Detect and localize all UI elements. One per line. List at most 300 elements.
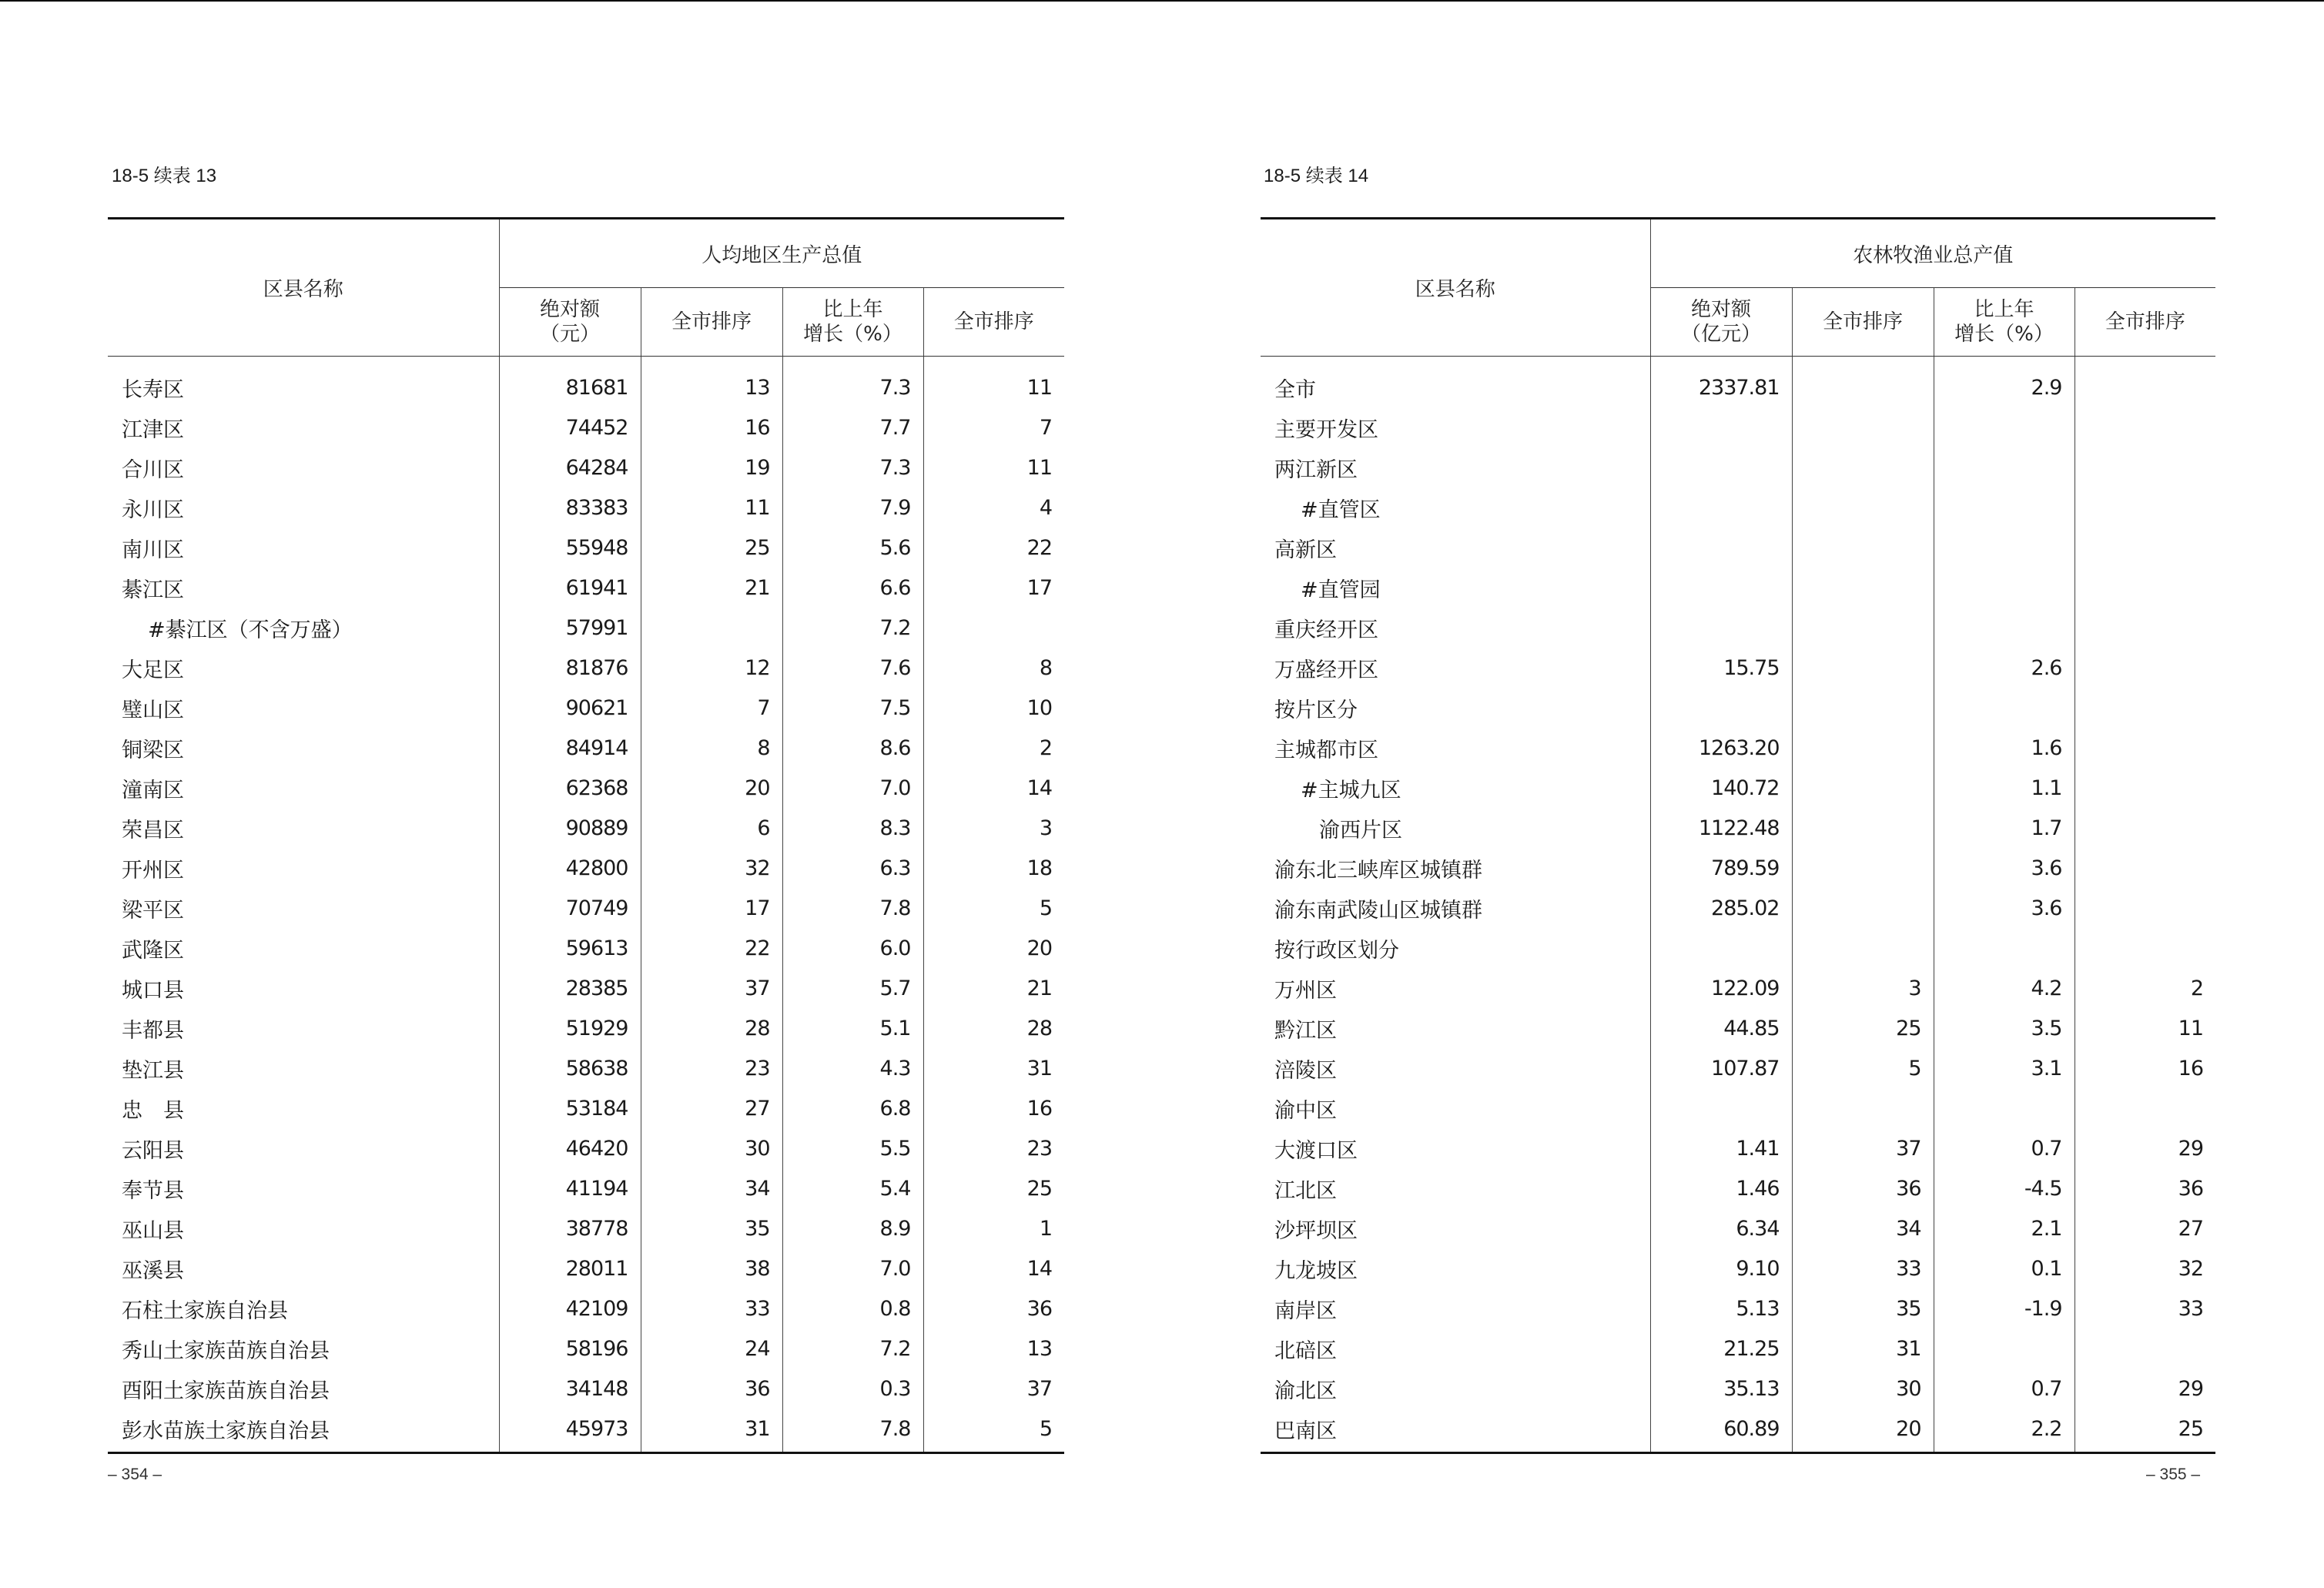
district-name-cell: 秀山土家族苗族自治县 [122, 1338, 330, 1363]
district-name-cell: 渝北区 [1274, 1379, 1337, 1403]
rank-cell [1792, 487, 1934, 528]
district-name-cell: 云阳县 [122, 1138, 184, 1163]
table-row [1261, 1088, 2215, 1128]
absolute-value-cell: 83383 [499, 487, 641, 528]
rank-cell [1792, 888, 1934, 928]
absolute-value-cell: 28385 [499, 968, 641, 1008]
growth-cell [1934, 407, 2075, 447]
growth-rank-cell: 32 [2075, 1248, 2215, 1288]
rank-cell: 37 [1792, 1128, 1934, 1168]
district-name-cell: 重庆经开区 [1274, 618, 1378, 642]
growth-cell: -4.5 [1934, 1168, 2075, 1208]
district-name-cell: 丰都县 [122, 1018, 184, 1043]
growth-cell: 7.7 [782, 407, 923, 447]
absolute-value-cell: 5.13 [1650, 1288, 1792, 1328]
growth-rank-cell: 11 [923, 447, 1064, 487]
table-row [108, 357, 1064, 408]
page-number: – 354 – [108, 1466, 162, 1483]
absolute-value-cell: 84914 [499, 728, 641, 768]
rank-cell [1792, 528, 1934, 568]
table-row [108, 1369, 1064, 1409]
growth-cell: 1.7 [1934, 808, 2075, 848]
growth-rank-cell: 11 [2075, 1008, 2215, 1048]
rank-cell [1792, 768, 1934, 808]
growth-cell: 3.6 [1934, 848, 2075, 888]
growth-cell: 7.8 [782, 1409, 923, 1453]
growth-cell: 3.1 [1934, 1048, 2075, 1088]
rank-cell: 7 [641, 688, 782, 728]
rank-cell: 28 [641, 1008, 782, 1048]
growth-rank-cell: 8 [923, 648, 1064, 688]
growth-rank-cell: 10 [923, 688, 1064, 728]
district-name-cell: 渝东北三峡库区城镇群 [1274, 858, 1482, 883]
absolute-value-cell: 1122.48 [1650, 808, 1792, 848]
growth-rank-cell: 3 [923, 808, 1064, 848]
table-row [1261, 487, 2215, 528]
absolute-value-cell: 61941 [499, 568, 641, 608]
table-row [1261, 1248, 2215, 1288]
district-name-cell: 城口县 [122, 978, 184, 1003]
table-row [108, 1128, 1064, 1168]
district-name-cell: 大足区 [122, 658, 184, 682]
table-row [1261, 1288, 2215, 1328]
district-name-cell: 高新区 [1274, 538, 1337, 562]
absolute-value-cell: 51929 [499, 1008, 641, 1048]
table-row [1261, 728, 2215, 768]
growth-rank-cell: 36 [2075, 1168, 2215, 1208]
growth-rank-cell: 5 [923, 1409, 1064, 1453]
rank-cell [1792, 608, 1934, 648]
rank-cell: 5 [1792, 1048, 1934, 1088]
growth-cell: 7.3 [782, 447, 923, 487]
rank-cell: 13 [641, 357, 782, 408]
table-title: 18-5 续表 14 [1264, 166, 1369, 186]
header-group: 人均地区生产总值 [499, 219, 1064, 288]
table-row [108, 808, 1064, 848]
district-name-cell: 彭水苗族土家族自治县 [108, 1409, 499, 1453]
district-name-cell: 渝中区 [1274, 1098, 1337, 1123]
growth-cell: 7.2 [782, 608, 923, 648]
header-absolute: 绝对额 （元） [499, 288, 641, 357]
absolute-value-cell: 70749 [499, 888, 641, 928]
growth-rank-cell: 16 [923, 1088, 1064, 1128]
district-name-cell: 涪陵区 [1274, 1058, 1337, 1083]
growth-cell: 4.3 [782, 1048, 923, 1088]
rank-cell: 25 [641, 528, 782, 568]
rank-cell: 12 [641, 648, 782, 688]
growth-cell: 7.6 [782, 648, 923, 688]
growth-rank-cell: 2 [923, 728, 1064, 768]
growth-rank-cell: 29 [2075, 1369, 2215, 1409]
growth-cell: 7.3 [782, 357, 923, 408]
district-name-cell: #綦江区（不含万盛） [148, 618, 353, 642]
table-row [1261, 1328, 2215, 1369]
table-row [108, 568, 1064, 608]
table-row [108, 407, 1064, 447]
growth-rank-cell: 5 [923, 888, 1064, 928]
growth-rank-cell [2075, 1328, 2215, 1369]
table-row [108, 1248, 1064, 1288]
rank-cell: 34 [1792, 1208, 1934, 1248]
right-page [1162, 0, 2324, 1588]
growth-rank-cell: 37 [923, 1369, 1064, 1409]
absolute-value-cell: 41194 [499, 1168, 641, 1208]
growth-cell: 0.8 [782, 1288, 923, 1328]
header-rank: 全市排序 [641, 288, 782, 357]
growth-rank-cell [2075, 528, 2215, 568]
district-name-cell: 梁平区 [122, 898, 184, 923]
header-growth-rank: 全市排序 [2075, 288, 2215, 357]
growth-cell: 7.8 [782, 888, 923, 928]
growth-cell: 0.7 [1934, 1369, 2075, 1409]
table-body [1261, 357, 2215, 1453]
rank-cell [1792, 447, 1934, 487]
absolute-value-cell: 90621 [499, 688, 641, 728]
table-row [1261, 407, 2215, 447]
rank-cell: 33 [1792, 1248, 1934, 1288]
growth-rank-cell [2075, 608, 2215, 648]
district-name-cell: 主要开发区 [1274, 417, 1378, 442]
table-row [1261, 648, 2215, 688]
rank-cell [1792, 848, 1934, 888]
growth-rank-cell [2075, 728, 2215, 768]
growth-rank-cell: 33 [2075, 1288, 2215, 1328]
growth-cell: 2.2 [1934, 1409, 2075, 1453]
table-row [108, 1328, 1064, 1369]
table-row [1261, 1409, 2215, 1453]
growth-rank-cell [923, 608, 1064, 648]
header-rank: 全市排序 [1792, 288, 1934, 357]
growth-cell: 8.9 [782, 1208, 923, 1248]
rank-cell: 16 [641, 407, 782, 447]
absolute-value-cell: 107.87 [1650, 1048, 1792, 1088]
district-name-cell: 酉阳土家族苗族自治县 [122, 1379, 330, 1403]
absolute-value-cell: 74452 [499, 407, 641, 447]
rank-cell: 27 [641, 1088, 782, 1128]
district-name-cell: 万盛经开区 [1274, 658, 1378, 682]
district-name-cell: 巫溪县 [122, 1258, 184, 1283]
rank-cell: 21 [641, 568, 782, 608]
growth-rank-cell [2075, 848, 2215, 888]
district-name-cell: 渝西片区 [1319, 818, 1402, 843]
district-name-cell: 璧山区 [122, 698, 184, 722]
growth-rank-cell: 7 [923, 407, 1064, 447]
district-name-cell: 巫山县 [122, 1218, 184, 1243]
absolute-value-cell [1650, 487, 1792, 528]
header-growth-rank: 全市排序 [923, 288, 1064, 357]
table-row [108, 848, 1064, 888]
rank-cell [1792, 928, 1934, 968]
growth-rank-cell: 2 [2075, 968, 2215, 1008]
growth-cell [1934, 487, 2075, 528]
table-row [108, 1168, 1064, 1208]
absolute-value-cell: 45973 [499, 1409, 641, 1453]
absolute-value-cell [1650, 528, 1792, 568]
growth-cell: 1.1 [1934, 768, 2075, 808]
header-growth: 比上年 增长（%） [782, 288, 923, 357]
district-name-cell: 铜梁区 [122, 738, 184, 762]
growth-cell: 7.9 [782, 487, 923, 528]
rank-cell: 32 [641, 848, 782, 888]
district-name-cell: 两江新区 [1274, 457, 1358, 482]
absolute-value-cell [1650, 447, 1792, 487]
rank-cell [1792, 688, 1934, 728]
absolute-value-cell: 46420 [499, 1128, 641, 1168]
header-district-name: 区县名称 [108, 219, 499, 357]
table-row [108, 447, 1064, 487]
absolute-value-cell [1650, 688, 1792, 728]
growth-rank-cell: 16 [2075, 1048, 2215, 1088]
district-name-cell: 垫江县 [122, 1058, 184, 1083]
growth-rank-cell [2075, 888, 2215, 928]
growth-rank-cell: 28 [923, 1008, 1064, 1048]
growth-cell [1934, 528, 2075, 568]
growth-cell [1934, 1328, 2075, 1369]
rank-cell: 35 [1792, 1288, 1934, 1328]
rank-cell: 36 [1792, 1168, 1934, 1208]
table-row [1261, 1208, 2215, 1248]
absolute-value-cell [1650, 608, 1792, 648]
growth-rank-cell: 20 [923, 928, 1064, 968]
rank-cell [641, 608, 782, 648]
rank-cell: 25 [1792, 1008, 1934, 1048]
growth-cell: 6.8 [782, 1088, 923, 1128]
absolute-value-cell: 1.41 [1650, 1128, 1792, 1168]
growth-cell: 0.3 [782, 1369, 923, 1409]
growth-cell: 5.7 [782, 968, 923, 1008]
district-name-cell: 武隆区 [122, 938, 184, 963]
growth-rank-cell [2075, 447, 2215, 487]
table-row [108, 768, 1064, 808]
rank-cell: 3 [1792, 968, 1934, 1008]
district-name-cell: 潼南区 [122, 778, 184, 802]
growth-cell: 7.2 [782, 1328, 923, 1369]
absolute-value-cell: 58196 [499, 1328, 641, 1369]
growth-cell: 7.0 [782, 768, 923, 808]
absolute-value-cell: 122.09 [1650, 968, 1792, 1008]
growth-rank-cell: 36 [923, 1288, 1064, 1328]
absolute-value-cell: 90889 [499, 808, 641, 848]
absolute-value-cell: 35.13 [1650, 1369, 1792, 1409]
absolute-value-cell: 21.25 [1650, 1328, 1792, 1369]
growth-cell: 7.0 [782, 1248, 923, 1288]
rank-cell: 17 [641, 888, 782, 928]
rank-cell: 20 [641, 768, 782, 808]
growth-cell [1934, 568, 2075, 608]
district-name-cell: 长寿区 [122, 377, 184, 402]
growth-cell: 6.6 [782, 568, 923, 608]
rank-cell [1792, 1088, 1934, 1128]
rank-cell: 6 [641, 808, 782, 848]
absolute-value-cell: 62368 [499, 768, 641, 808]
absolute-value-cell [1650, 407, 1792, 447]
growth-rank-cell: 11 [923, 357, 1064, 408]
absolute-value-cell: 60.89 [1650, 1409, 1792, 1453]
district-name-cell: 石柱土家族自治县 [122, 1298, 288, 1323]
rank-cell: 31 [1792, 1328, 1934, 1369]
header-absolute: 绝对额 （亿元） [1650, 288, 1792, 357]
rank-cell: 35 [641, 1208, 782, 1248]
rank-cell: 33 [641, 1288, 782, 1328]
table-row [108, 688, 1064, 728]
growth-cell: 1.6 [1934, 728, 2075, 768]
growth-rank-cell: 1 [923, 1208, 1064, 1248]
growth-cell: 2.6 [1934, 648, 2075, 688]
rank-cell: 36 [641, 1369, 782, 1409]
table-row [108, 1288, 1064, 1328]
table-row [108, 1008, 1064, 1048]
table-row [108, 728, 1064, 768]
growth-cell: 6.3 [782, 848, 923, 888]
table-row [108, 1088, 1064, 1128]
growth-rank-cell [2075, 688, 2215, 728]
growth-cell: 6.0 [782, 928, 923, 968]
absolute-value-cell: 28011 [499, 1248, 641, 1288]
table-title: 18-5 续表 13 [112, 166, 217, 186]
growth-cell: 7.5 [782, 688, 923, 728]
table-row [1261, 1168, 2215, 1208]
absolute-value-cell: 58638 [499, 1048, 641, 1088]
table-row [108, 608, 1064, 648]
growth-rank-cell: 4 [923, 487, 1064, 528]
table-row [1261, 848, 2215, 888]
absolute-value-cell: 81681 [499, 357, 641, 408]
rank-cell: 38 [641, 1248, 782, 1288]
table-row [108, 528, 1064, 568]
district-name-cell: 大渡口区 [1274, 1138, 1358, 1163]
rank-cell: 34 [641, 1168, 782, 1208]
growth-rank-cell: 25 [923, 1168, 1064, 1208]
rank-cell: 20 [1792, 1409, 1934, 1453]
absolute-value-cell: 34148 [499, 1369, 641, 1409]
table-row [1261, 1048, 2215, 1088]
absolute-value-cell: 1.46 [1650, 1168, 1792, 1208]
growth-cell: 5.1 [782, 1008, 923, 1048]
table-row [1261, 768, 2215, 808]
growth-cell: 5.5 [782, 1128, 923, 1168]
growth-cell: 5.6 [782, 528, 923, 568]
growth-rank-cell: 31 [923, 1048, 1064, 1088]
growth-cell: 2.1 [1934, 1208, 2075, 1248]
table-row [1261, 968, 2215, 1008]
district-name-cell: 奉节县 [122, 1178, 184, 1203]
table-row [108, 1208, 1064, 1248]
growth-cell: 5.4 [782, 1168, 923, 1208]
absolute-value-cell: 2337.81 [1650, 357, 1792, 408]
data-table [108, 217, 1064, 1454]
absolute-value-cell: 55948 [499, 528, 641, 568]
growth-rank-cell: 29 [2075, 1128, 2215, 1168]
growth-cell: 4.2 [1934, 968, 2075, 1008]
growth-rank-cell: 14 [923, 1248, 1064, 1288]
table-row [1261, 608, 2215, 648]
header-district-name: 区县名称 [1261, 219, 1650, 357]
rank-cell: 37 [641, 968, 782, 1008]
table-row [1261, 528, 2215, 568]
growth-cell [1934, 688, 2075, 728]
absolute-value-cell [1650, 1088, 1792, 1128]
absolute-value-cell: 42109 [499, 1288, 641, 1328]
table-row [108, 888, 1064, 928]
district-name-cell: 黔江区 [1274, 1018, 1337, 1043]
growth-rank-cell [2075, 357, 2215, 408]
district-name-cell: 北碚区 [1274, 1338, 1337, 1363]
growth-rank-cell: 14 [923, 768, 1064, 808]
table-row [1261, 1008, 2215, 1048]
growth-cell [1934, 608, 2075, 648]
table-row [1261, 1369, 2215, 1409]
growth-rank-cell [2075, 407, 2215, 447]
district-name-cell: 开州区 [122, 858, 184, 883]
growth-cell: 3.6 [1934, 888, 2075, 928]
district-name-cell: 按片区分 [1274, 698, 1358, 722]
growth-rank-cell: 27 [2075, 1208, 2215, 1248]
growth-cell: 0.1 [1934, 1248, 2075, 1288]
district-name-cell: #直管区 [1301, 498, 1381, 522]
rank-cell [1792, 357, 1934, 408]
district-name-cell: 南川区 [122, 538, 184, 562]
growth-cell: 8.6 [782, 728, 923, 768]
growth-rank-cell [2075, 648, 2215, 688]
growth-rank-cell: 18 [923, 848, 1064, 888]
growth-rank-cell [2075, 808, 2215, 848]
growth-cell: -1.9 [1934, 1288, 2075, 1328]
growth-rank-cell [2075, 1088, 2215, 1128]
growth-rank-cell: 21 [923, 968, 1064, 1008]
table-row [1261, 1128, 2215, 1168]
rank-cell: 22 [641, 928, 782, 968]
growth-cell: 8.3 [782, 808, 923, 848]
absolute-value-cell: 140.72 [1650, 768, 1792, 808]
growth-cell [1934, 928, 2075, 968]
rank-cell: 19 [641, 447, 782, 487]
table-row [1261, 568, 2215, 608]
district-name-cell: 万州区 [1274, 978, 1337, 1003]
data-table [1261, 217, 2215, 1454]
growth-rank-cell [2075, 568, 2215, 608]
absolute-value-cell: 53184 [499, 1088, 641, 1128]
rank-cell [1792, 648, 1934, 688]
rank-cell [1792, 808, 1934, 848]
table-row [108, 968, 1064, 1008]
absolute-value-cell [1650, 928, 1792, 968]
header-group: 农林牧渔业总产值 [1650, 219, 2215, 288]
absolute-value-cell: 42800 [499, 848, 641, 888]
rank-cell: 31 [641, 1409, 782, 1453]
table-body [108, 357, 1064, 1453]
absolute-value-cell: 285.02 [1650, 888, 1792, 928]
page-number: – 355 – [2146, 1466, 2201, 1483]
table-row [1261, 688, 2215, 728]
growth-rank-cell: 25 [2075, 1409, 2215, 1453]
table-row [108, 487, 1064, 528]
growth-cell: 2.9 [1934, 357, 2075, 408]
table-row [1261, 357, 2215, 408]
district-name-cell: 渝东南武陵山区城镇群 [1274, 898, 1482, 923]
district-name-cell: 永川区 [122, 498, 184, 522]
district-name-cell: 江北区 [1274, 1178, 1337, 1203]
absolute-value-cell: 81876 [499, 648, 641, 688]
rank-cell: 30 [1792, 1369, 1934, 1409]
district-name-cell: 南岸区 [1274, 1298, 1337, 1323]
absolute-value-cell: 57991 [499, 608, 641, 648]
district-name-cell: 沙坪坝区 [1274, 1218, 1358, 1243]
table-row [108, 1048, 1064, 1088]
absolute-value-cell: 15.75 [1650, 648, 1792, 688]
rank-cell: 23 [641, 1048, 782, 1088]
table-row [108, 648, 1064, 688]
district-name-cell: 荣昌区 [122, 818, 184, 843]
